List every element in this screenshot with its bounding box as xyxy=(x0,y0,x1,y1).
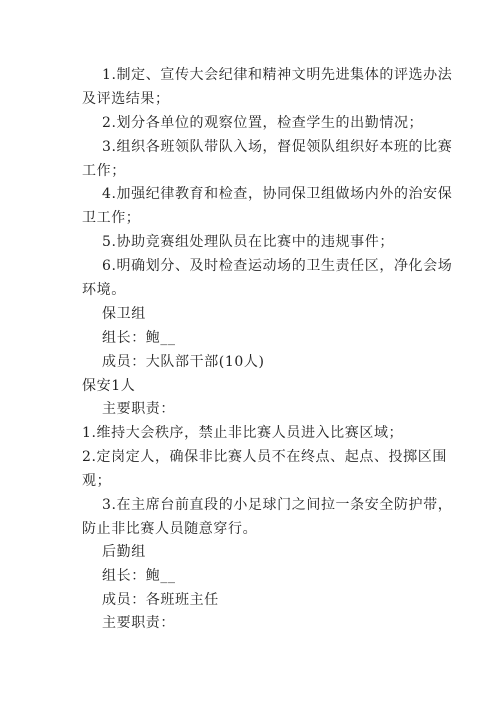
paragraph-duty-5: 5.协助竞赛组处理队员在比赛中的违规事件； xyxy=(102,234,394,250)
logistics-duties-heading: 主要职责： xyxy=(102,615,175,631)
security-guard: 保安1人 xyxy=(82,378,136,394)
section-heading-security: 保卫组 xyxy=(102,306,146,322)
security-leader: 组长：鲍__ xyxy=(102,330,176,346)
security-duties-heading: 主要职责： xyxy=(102,401,175,417)
security-duty-2: 2.定岗定人，确保非比赛人员不在终点、起点、投掷区围观； xyxy=(82,449,447,489)
security-members: 成员：大队部干部(10人) xyxy=(102,354,265,370)
paragraph-duty-2: 2.划分各单位的观察位置，检查学生的出勤情况； xyxy=(102,115,424,131)
section-heading-logistics: 后勤组 xyxy=(102,544,146,560)
security-duty-1: 1.维持大会秩序，禁止非比赛人员进入比赛区域； xyxy=(82,425,404,441)
logistics-members: 成员：各班班主任 xyxy=(102,592,219,608)
paragraph-duty-1: 1.制定、宣传大会纪律和精神文明先进集体的评选办法及评选结果； xyxy=(82,67,453,107)
paragraph-duty-3: 3.组织各班领队带队入场，督促领队组织好本班的比赛工作； xyxy=(82,139,453,179)
paragraph-duty-6: 6.明确划分、及时检查运动场的卫生责任区，净化会场环境。 xyxy=(82,258,453,298)
security-duty-3: 3.在主席台前直段的小足球门之间拉一条安全防护带，防止非比赛人员随意穿行。 xyxy=(82,497,453,537)
logistics-leader: 组长：鲍__ xyxy=(102,568,176,584)
paragraph-duty-4: 4.加强纪律教育和检查，协同保卫组做场内外的治安保卫工作； xyxy=(82,186,453,226)
